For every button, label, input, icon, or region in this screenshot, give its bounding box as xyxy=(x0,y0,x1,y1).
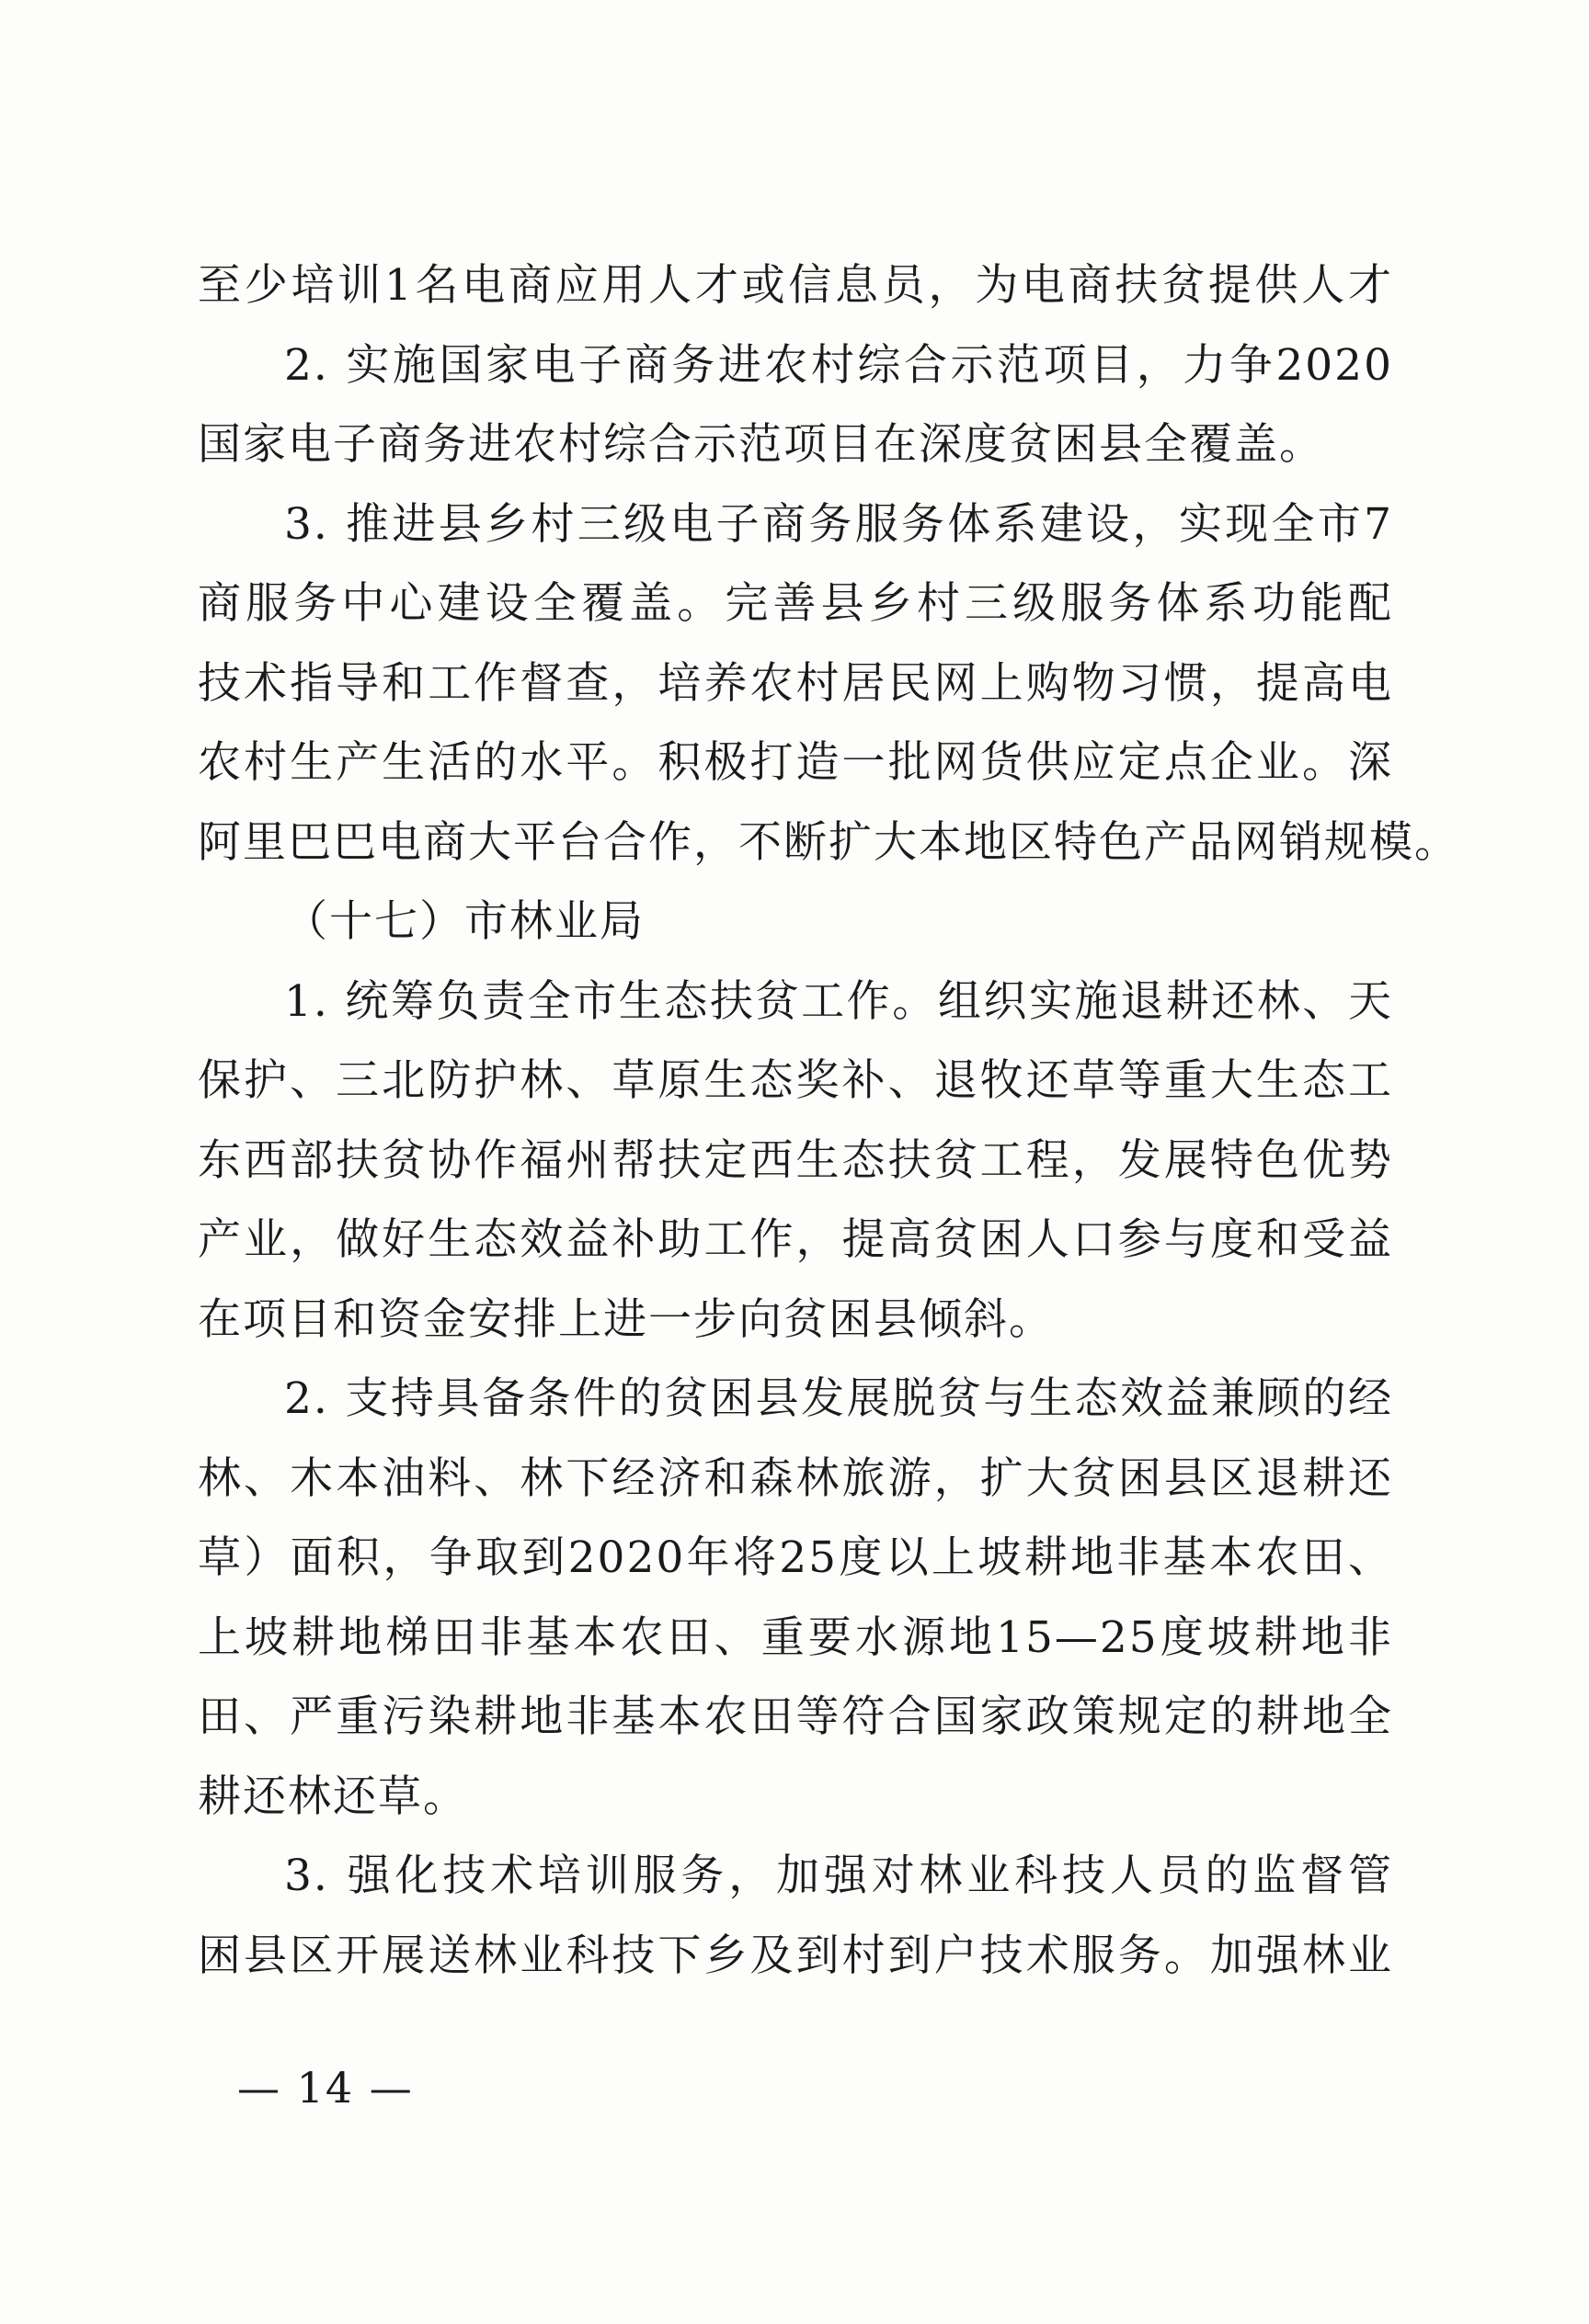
page-number: — 14 — xyxy=(237,2063,414,2113)
text-line: 保护、三北防护林、草原生态奖补、退牧还草等重大生态工 xyxy=(198,1055,1393,1106)
paragraph-start-line: 3. 强化技术培训服务，加强对林业科技人员的监督管 xyxy=(284,1851,1393,1901)
text-line: 至少培训1名电商应用人才或信息员，为电商扶贫提供人才 xyxy=(198,260,1393,311)
text-line: 草）面积，争取到2020年将25度以上坡耕地非基本农田、 xyxy=(198,1532,1393,1583)
text-line: 国家电子商务进农村综合示范项目在深度贫困县全覆盖。 xyxy=(198,419,1324,470)
paragraph-start-line: 2. 支持具备条件的贫困县发展脱贫与生态效益兼顾的经 xyxy=(284,1373,1393,1424)
text-line: 上坡耕地梯田非基本农田、重要水源地15—25度坡耕地非 xyxy=(198,1612,1393,1663)
text-line: 产业，做好生态效益补助工作，提高贫困人口参与度和受益 xyxy=(198,1214,1393,1265)
paragraph-start-line: 1. 统筹负责全市生态扶贫工作。组织实施退耕还林、天 xyxy=(284,975,1393,1027)
section-heading: （十七）市林业局 xyxy=(284,896,645,947)
text-line: 耕还林还草。 xyxy=(198,1771,468,1822)
document-body xyxy=(198,246,1459,1996)
text-line: 商服务中心建设全覆盖。完善县乡村三级服务体系功能配 xyxy=(198,578,1393,629)
text-line: 在项目和资金安排上进一步向贫困县倾斜。 xyxy=(198,1293,1054,1345)
paragraph-start-line: 3. 推进县乡村三级电子商务服务体系建设，实现全市7 xyxy=(284,498,1393,550)
text-line: 技术指导和工作督查，培养农村居民网上购物习惯，提高电 xyxy=(198,657,1393,709)
text-line: 困县区开展送林业科技下乡及到村到户技术服务。加强林业 xyxy=(198,1930,1393,1981)
text-line: 林、木本油料、林下经济和森林旅游，扩大贫困县区退耕还 xyxy=(198,1452,1393,1504)
paragraph-start-line: 2. 实施国家电子商务进农村综合示范项目，力争2020 xyxy=(284,339,1393,391)
text-line: 田、严重污染耕地非基本农田等符合国家政策规定的耕地全 xyxy=(198,1692,1393,1742)
text-line: 农村生产生活的水平。积极打造一批网货供应定点企业。深 xyxy=(198,737,1393,788)
text-line: 东西部扶贫协作福州帮扶定西生态扶贫工程，发展特色优势 xyxy=(198,1134,1393,1186)
text-line: 阿里巴巴电商大平台合作，不断扩大本地区特色产品网销规模。 xyxy=(198,816,1459,868)
